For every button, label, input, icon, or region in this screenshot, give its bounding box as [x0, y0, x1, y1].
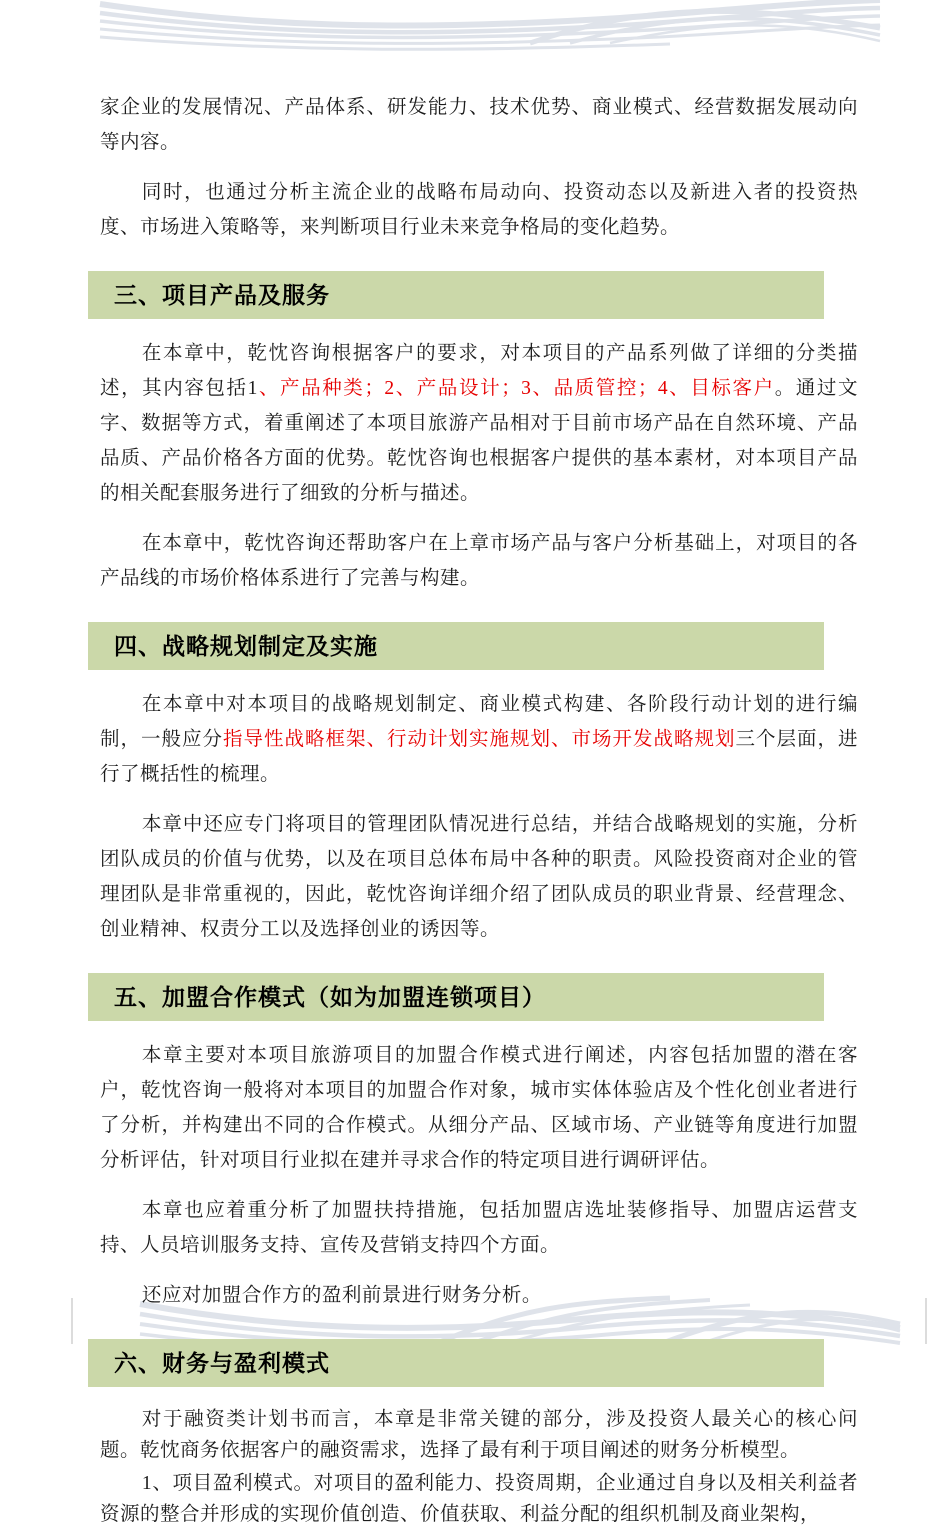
- section-heading: 三、项目产品及服务: [88, 271, 824, 319]
- body-text: 本章也应着重分析了加盟扶持措施，包括加盟店选址装修指导、加盟店运营支持、人员培训服务支持、宣传及营销支持四个方面。: [100, 1200, 858, 1256]
- document-body: [100, 90, 858, 1532]
- page-edge-line-right: [925, 1298, 927, 1344]
- body-text: 本章中还应专门将项目的管理团队情况进行总结，并结合战略规划的实施，分析团队成员的价值与优势，以及在项目总体布局中各种的职责。风险投资商对企业的管理团队是非常重视的，因此，乾忱咨询详细介绍了团队成员的职业背景、经营理念、创业精神、权责分工以及选择创业的诱因等。: [100, 814, 858, 940]
- body-paragraph: [100, 1193, 858, 1263]
- body-text: 。通过文字、数据等方式，着重阐述了本项目旅游产品相对于目前市场产品在自然环境、产品品质、产品价格各方面的优势。乾忱咨询也根据客户提供的基本素材，对本项目产品的相关配套服务进行了细致的分析与描述。: [100, 378, 858, 504]
- body-text: 对于融资类计划书而言，本章是非常关键的部分，涉及投资人最关心的核心问题。乾忱商务依据客户的融资需求，选择了最有利于项目阐述的财务分析模型。: [100, 1409, 858, 1461]
- wave-decoration-top-icon: [100, 0, 880, 43]
- page-edge-line-left: [71, 1298, 73, 1344]
- highlight-text: 、产品种类；2、产品设计；3、品质管控；4、目标客户: [257, 378, 775, 399]
- body-text: 在本章中，乾忱咨询根据客户的要求，对本项目的产品系列做了详细的分类描述，其内容包括1: [100, 343, 858, 399]
- body-text: 还应对加盟合作方的盈利前景进行财务分析。: [141, 1285, 542, 1306]
- body-text: 家企业的发展情况、产品体系、研发能力、技术优势、商业模式、经营数据发展动向等内容。: [100, 97, 858, 153]
- body-text: 本章主要对本项目旅游项目的加盟合作模式进行阐述，内容包括加盟的潜在客户，乾忱咨询一般将对本项目的加盟合作对象，城市实体体验店及个性化创业者进行了分析，并构建出不同的合作模式。从细分产品、区域市场、产业链等角度进行加盟分析评估，针对项目行业拟在建并寻求合作的特定项目进行调研评估。: [100, 1045, 858, 1171]
- highlight-text: 指导性战略框架、行动计划实施规划、市场开发战略规划: [223, 729, 736, 750]
- body-text: 1、项目盈利模式。对项目的盈利能力、投资周期，企业通过自身以及相关利益者资源的整合并形成的实现价值创造、价值获取、利益分配的组织机制及商业架构，: [100, 1473, 858, 1525]
- body-paragraph: [100, 1038, 858, 1178]
- body-paragraph: [100, 336, 858, 511]
- body-text: 三个层面，进行了概括性的梳理。: [100, 729, 858, 785]
- section-heading: 四、战略规划制定及实施: [88, 622, 824, 670]
- body-paragraph: [100, 1278, 858, 1313]
- body-text: 在本章中，乾忱咨询还帮助客户在上章市场产品与客户分析基础上，对项目的各产品线的市场价格体系进行了完善与构建。: [100, 533, 858, 589]
- body-paragraph: [100, 175, 858, 245]
- body-paragraph: [100, 526, 858, 596]
- body-text: 在本章中对本项目的战略规划制定、商业模式构建、各阶段行动计划的进行编制，一般应分: [100, 694, 858, 750]
- body-paragraph: [100, 807, 858, 947]
- body-paragraph: [100, 1468, 858, 1530]
- body-paragraph: [100, 90, 858, 160]
- body-paragraph: [100, 687, 858, 792]
- section-heading: 五、加盟合作模式（如为加盟连锁项目）: [88, 973, 824, 1021]
- section-heading: 六、财务与盈利模式: [88, 1339, 824, 1387]
- body-text: 同时，也通过分析主流企业的战略布局动向、投资动态以及新进入者的投资热度、市场进入策略等，来判断项目行业未来竞争格局的变化趋势。: [100, 182, 858, 238]
- body-paragraph: [100, 1404, 858, 1466]
